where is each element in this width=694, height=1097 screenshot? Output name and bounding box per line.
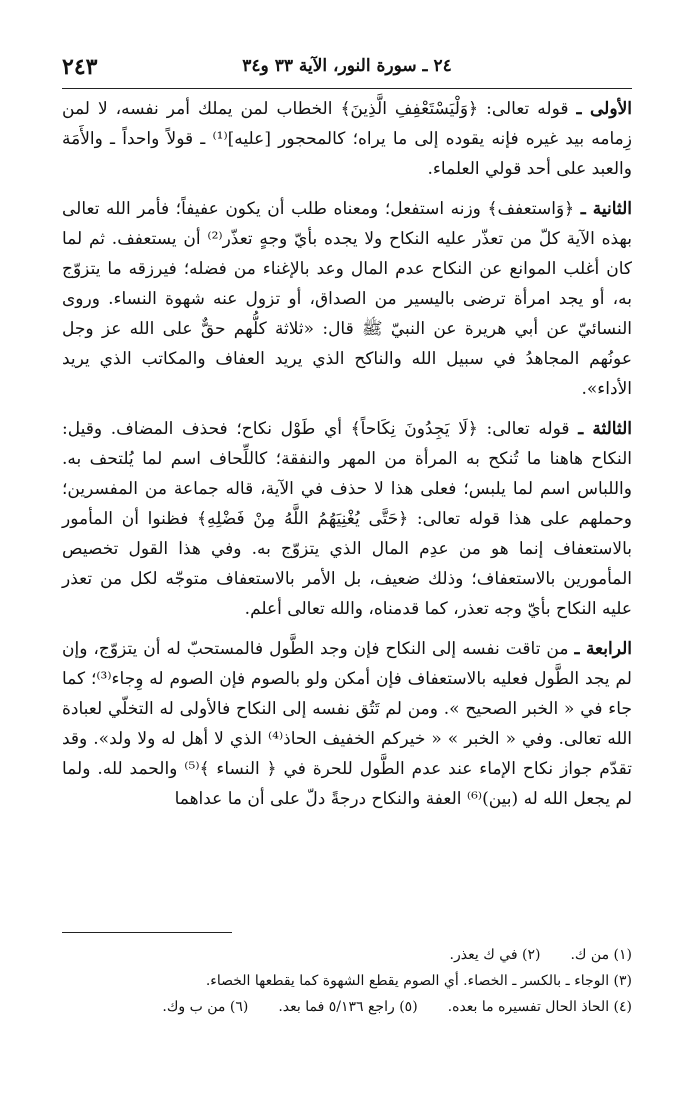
paragraph-lead: الثالثة ـ [578, 419, 632, 439]
paragraph-body: من تاقت نفسه إلى النكاح فإن وجد الطَّول فالمستحبّ له أن يتزوّج، وإن لم يجد الطَّول فعليه بالاستعفاف فإن أمكن ولو بالصوم فإن الصوم له وِجاء⁽³⁾؛ كما جاء في « الخبر الصحيح ». ومن لم تَتُق نفسه إلى النكاح فالأولى له التخلّي لعبادة الله تعالى. وفي « الخبر » « خيركم الخفيف الحاذ⁽⁴⁾ الذي لا أهل له ولا ولد». وقد تقدّم جواز نكاح الإماء عند عدم الطَّول للحرة في ﴿ النساء ﴾⁽⁵⁾ والحمد لله. ولما لم يجعل الله له (بين)⁽⁶⁾ العفة والنكاح درجةً دلّ على أن ما عداهما [62, 639, 632, 809]
footnotes [62, 942, 632, 1020]
paragraph-first [62, 94, 632, 184]
running-title: ٢٤ ـ سورة النور، الآية ٣٣ و٣٤ [242, 56, 452, 76]
footnote-item: (١) من ك. [570, 947, 632, 963]
paragraph-lead: الثانية ـ [580, 199, 632, 219]
footnote-item: (٣) الوجاء ـ بالكسر ـ الخصاء. أي الصوم يقطع الشهوة كما يقطعها الخصاء. [205, 973, 632, 989]
footnote-item: (٢) في ك يعذر. [449, 947, 541, 963]
footnote-item: (٥) راجع ٥/١٣٦ فما بعد. [278, 999, 418, 1015]
paragraph-body: ﴿وَاستعفف﴾ وزنه استفعل؛ ومعناه طلب أن يكون عفيفاً؛ فأمر الله تعالى بهذه الآية كلّ من تعذّر عليه النكاح ولا يجده بأيّ وجهٍ تعذّر⁽²⁾ أن يستعفف. ثم لما كان أغلب الموانع عن النكاح عدم المال وعد بالإغناء من فضله؛ فيرزقه ما يتزوّج به، أو يجد امرأة ترضى باليسير من الصداق، أو تزول عنه شهوة النساء. وروى النسائيّ عن أبي هريرة عن النبيّ ﷺ قال: «ثلاثة كلُّهم حقٌّ على الله عز وجل عونُهم المجاهدُ في سبيل الله والناكح الذي يريد العفاف والمكاتب الذي يريد الأداء». [62, 199, 632, 399]
paragraph-body: قوله تعالى: ﴿لَا يَجِدُونَ نِكَاحاً﴾ أي طَوْل نكاح؛ فحذف المضاف. وقيل: النكاح هاهنا ما تُنكح به المرأة من المهر والنفقة؛ كاللِّحاف اسم لما يُلتحف به. واللباس اسم لما يلبس؛ فعلى هذا لا حذف في الآية، قاله جماعة من المفسرين؛ وحملهم على هذا قوله تعالى: ﴿حَتَّى يُغْنِيَهُمُ اللَّهُ مِنْ فَضْلِهِ﴾ فظنوا أن المأمور بالاستعفاف إنما هو من عدِم المال الذي يتزوّج به. وفي هذا القول تخصيص المأمورين بالاستعفاف؛ وذلك ضعيف، بل الأمر بالاستعفاف متوجّه لكل من تعذر عليه النكاح بأيّ وجه تعذر، كما قدمناه، والله تعالى أعلم. [62, 419, 632, 619]
footnote-item: (٤) الحاذ الحال تفسيره ما بعده. [447, 999, 632, 1015]
paragraph-lead: الرابعة ـ [574, 639, 632, 659]
paragraph-lead: الأولى ـ [576, 99, 632, 119]
paragraph-third [62, 414, 632, 624]
footnote-line [62, 994, 632, 1020]
footnote-divider [62, 932, 232, 933]
footnote-item: (٦) من ب وك. [162, 999, 249, 1015]
paragraph-body: قوله تعالى: ﴿وَلْيَسْتَعْفِفِ الَّذِينَ﴾ الخطاب لمن يملك أمر نفسه، لا لمن زِمامه بيد غيره فإنه يقوده إلى ما يراه؛ كالمحجور [عليه]⁽¹⁾ ـ قولاً واحداً ـ والأَمَة والعبد على أحد قولي العلماء. [62, 99, 632, 179]
paragraph-fourth [62, 634, 632, 814]
main-text [62, 94, 632, 824]
page-number: ٢٤٣ [62, 54, 98, 80]
footnote-line [62, 968, 632, 994]
footnote-line [62, 942, 632, 968]
page-header [62, 50, 632, 89]
paragraph-second [62, 194, 632, 404]
